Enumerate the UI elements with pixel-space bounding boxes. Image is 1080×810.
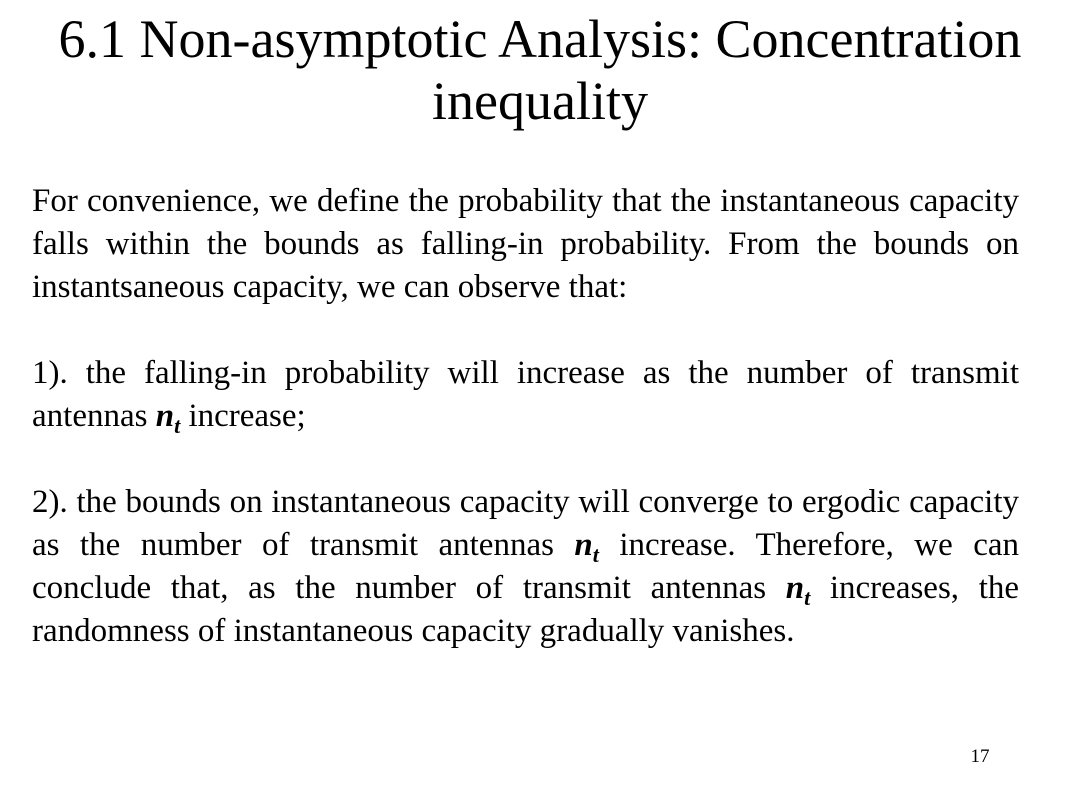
- list-item-2-text-part2: increase. Therefore, we can conclude that, as the number of transmit antennas: [32, 527, 1019, 606]
- paragraph-spacer: [32, 438, 1019, 481]
- slide-body: [32, 180, 1019, 653]
- paragraph-spacer: [32, 309, 1019, 352]
- variable-subscript: t: [174, 413, 181, 438]
- list-item-2-text-part3: increases, the randomness of instantaneous capacity gradually vanishes.: [32, 570, 1020, 649]
- variable-subscript: t: [592, 542, 599, 567]
- variable-nt: [574, 527, 599, 567]
- variable-base: n: [785, 570, 805, 606]
- variable-subscript: t: [804, 585, 811, 610]
- variable-base: n: [574, 527, 593, 563]
- list-item-2-text-part1: 2). the bounds on instantaneous capacity will converge to ergodic capacity as the number of transmit antennas: [32, 484, 1019, 563]
- intro-paragraph: For convenience, we define the probability that the instantaneous capacity falls within the bounds as falling-in probability. From the bounds on instantsaneous capacity, we can observe that:: [32, 183, 1019, 305]
- variable-nt: [155, 398, 181, 438]
- page-number: 17: [970, 746, 990, 767]
- list-item-1-text-after: increase;: [180, 398, 306, 434]
- list-item-1: [32, 352, 1019, 438]
- variable-nt: [785, 570, 811, 610]
- list-item-1-text-before: 1). the falling-in probability will increase as the number of transmit antennas: [32, 355, 1019, 434]
- variable-base: n: [155, 398, 175, 434]
- list-item-2: [32, 481, 1019, 653]
- slide-title: 6.1 Non-asymptotic Analysis: Concentration inequality: [58, 9, 1022, 131]
